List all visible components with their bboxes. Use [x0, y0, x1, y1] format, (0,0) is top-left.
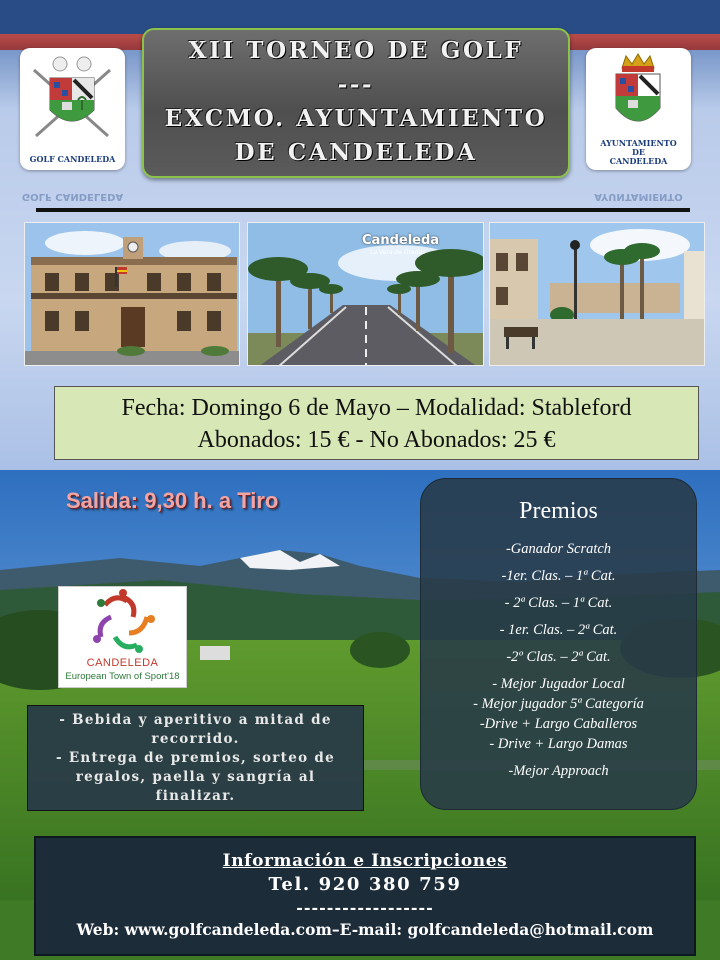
title-line-4: DE CANDELEDA — [234, 139, 478, 166]
title-line-3: EXCMO. AYUNTAMIENTO — [164, 105, 548, 132]
extras-line: - Bebida y aperitivo a mitad de — [59, 712, 332, 728]
european-town-name: CANDELEDA — [86, 657, 159, 669]
prize-item: - Mejor Jugador Local — [492, 676, 625, 692]
photo-plaza — [489, 222, 705, 366]
ayuntamiento-caption-line-3: CANDELEDA — [609, 156, 668, 166]
extras-box — [27, 705, 364, 811]
event-prices: Abonados: 15 € - No Abonados: 25 € — [197, 427, 556, 453]
prizes-list — [421, 539, 696, 781]
prize-item: - 2ª Clas. – 1ª Cat. — [504, 595, 613, 611]
ayuntamiento-logo-reflection — [586, 172, 691, 202]
title-box — [142, 28, 570, 178]
tee-time-label: Salida: 9,30 h. a Tiro — [66, 488, 279, 513]
prizes-panel — [420, 478, 697, 810]
golf-logo-caption: GOLF CANDELEDA — [29, 154, 116, 164]
candeleda-brand-tagline: La Vera de Gredos — [370, 249, 426, 256]
ayuntamiento-logo-reflection-text: AYUNTAMIENTO — [594, 191, 683, 202]
photo-town-hall — [24, 222, 240, 366]
event-info-box — [54, 386, 699, 460]
prize-item: - Mejor jugador 5ª Categoría — [473, 696, 644, 712]
extras-line: finalizar. — [155, 788, 236, 804]
prize-item: -2º Clas. – 2ª Cat. — [506, 649, 611, 665]
ayuntamiento-logo — [586, 48, 691, 170]
prize-item: - Drive + Largo Damas — [489, 736, 628, 752]
ayuntamiento-logo-caption — [586, 139, 691, 166]
sport-figures-icon — [59, 587, 188, 657]
ayuntamiento-crest-icon — [586, 48, 691, 140]
european-town-of-sport-logo — [58, 586, 187, 688]
prizes-title: Premios — [519, 498, 598, 524]
golf-candeleda-logo — [20, 48, 125, 170]
prize-item: -1er. Clas. – 1ª Cat. — [501, 568, 616, 584]
ayuntamiento-caption-line-2: DE — [631, 147, 646, 157]
title-divider — [36, 208, 690, 212]
candeleda-brand-logo: Candeleda — [362, 233, 440, 248]
extras-line: regalos, paella y sangría al — [75, 769, 316, 785]
golf-logo-reflection-text: GOLF CANDELEDA — [21, 191, 124, 202]
prize-item: - 1er. Clas. – 2ª Cat. — [499, 622, 618, 638]
title-line-2: --- — [337, 71, 375, 98]
golf-logo-reflection — [20, 172, 125, 202]
contact-phone: Tel. 920 380 759 — [268, 874, 462, 895]
golf-crest-icon — [20, 48, 125, 148]
photo-palm-road — [247, 222, 484, 366]
prize-item: -Drive + Largo Caballeros — [479, 716, 638, 732]
contact-web-email: Web: www.golfcandeleda.com–E-mail: golfcandeleda@hotmail.com — [76, 920, 654, 939]
contact-footer — [34, 836, 696, 956]
contact-heading: Información e Inscripciones — [222, 851, 508, 871]
prize-item: -Mejor Approach — [508, 763, 609, 779]
european-town-tagline: European Town of Sport'18 — [65, 671, 180, 682]
prize-item: -Ganador Scratch — [505, 541, 612, 557]
extras-line: recorrido. — [151, 731, 240, 747]
town-hall-image — [25, 223, 240, 366]
plaza-image — [490, 223, 705, 366]
title-line-1: XII TORNEO DE GOLF — [188, 37, 524, 64]
contact-separator: ------------------ — [296, 898, 434, 917]
extras-line: - Entrega de premios, sorteo de — [55, 750, 336, 766]
ayuntamiento-caption-line-1: AYUNTAMIENTO — [600, 138, 677, 148]
event-date-mode: Fecha: Domingo 6 de Mayo – Modalidad: Stableford — [121, 395, 632, 421]
